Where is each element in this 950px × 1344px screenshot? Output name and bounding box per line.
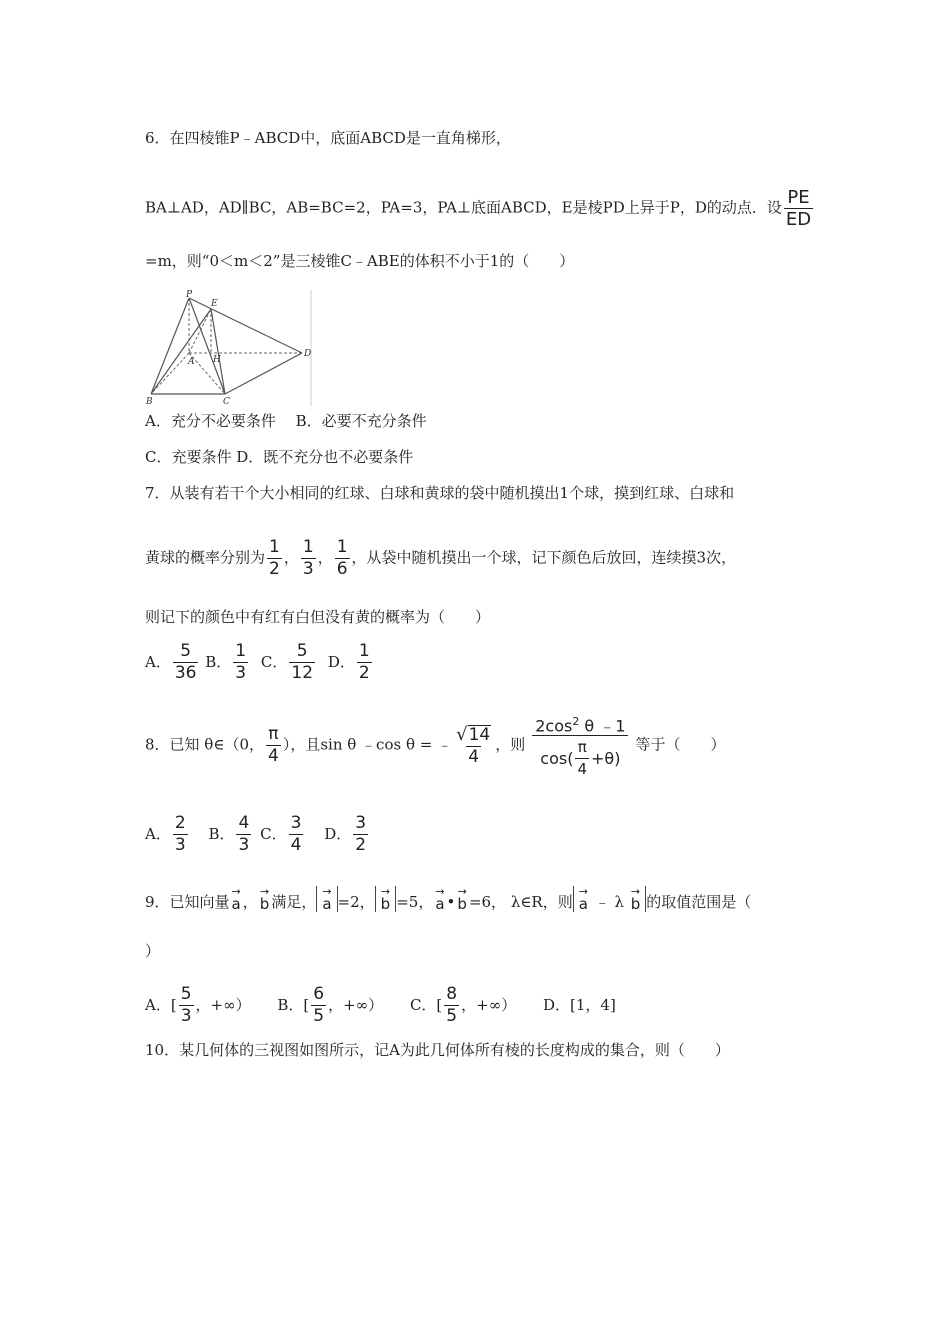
label-c: C	[223, 397, 230, 406]
q6-ratio-fraction	[784, 188, 813, 229]
q6-line2	[145, 188, 815, 229]
abs-a: → a	[316, 886, 337, 912]
dot-a: → a	[435, 885, 445, 913]
label-d: D	[304, 349, 312, 359]
q7-line2: 黄球的概率分别为 $\frac{1}{2}$ ， $\frac{1}{3}$ ， $\frac{1}{6}$ ，从袋中随机摸出一个球，记下颜色后放回，连续摸3次，	[145, 537, 737, 579]
q8-option-a: A． $\frac{2}{3}$	[145, 813, 186, 855]
q7-line1: 7．从装有若干个大小相同的红球、白球和黄球的袋中随机摸出1个球，摸到红球、白球和	[145, 484, 735, 502]
q9-option-a: A．[ $\frac{5}{3}$ ，+∞）	[145, 984, 251, 1026]
abs-a-minus-lambda-b: → a ﹣ λ → b	[573, 886, 647, 912]
label-b: B	[146, 397, 153, 406]
q9-line1: 9．已知向量 → a ， → b 满足， → a =2， → b =5， → a • → b =6， λ∈R，则 → a ﹣ λ → b 的取值范围是（	[145, 885, 752, 913]
prob-red: $\frac{1}{2}$	[269, 537, 280, 579]
q9-line2: ）	[145, 942, 161, 960]
vector-b: → b	[259, 885, 270, 913]
q6-line1: 6．在四棱锥P﹣ABCD中，底面ABCD是一直角梯形，	[145, 129, 511, 147]
label-e: E	[211, 299, 218, 309]
abs-b: → b	[375, 886, 397, 912]
prob-yellow: $\frac{1}{6}$	[336, 537, 348, 579]
trig-expression: $2\cos^2$ θ ﹣1 cos( $\frac{\pi}{4}$ +θ)	[527, 712, 633, 779]
q8-option-c: C． $\frac{3}{4}$	[260, 813, 302, 855]
q8-option-b: B． $\frac{4}{3}$	[208, 813, 250, 855]
frac-num: PE	[787, 187, 810, 208]
label-h: H	[213, 355, 221, 365]
q7-option-d: D． $\frac{1}{2}$	[327, 641, 370, 683]
theta-range-fraction: $\frac{\pi}{4}$	[268, 724, 279, 767]
q7-line2-prefix: 黄球的概率分别为	[145, 548, 266, 567]
q8-line: 8．已知 θ∈（0， $\frac{\pi}{4}$ ），且sin θ ﹣cos θ = ﹣ $\frac{√14}{4}$ ，则 $2\cos^2$ θ ﹣1 cos( $\frac{\pi}{4}$ +θ) 等于（ ）	[145, 712, 726, 779]
q8-options	[145, 814, 370, 855]
q7-option-c: C． $\frac{5}{12}$	[260, 641, 314, 683]
dot-b: → b	[457, 885, 467, 913]
pyramid-figure	[145, 290, 313, 406]
q6-options-line2: C．充要条件 D．既不充分也不必要条件	[145, 448, 414, 466]
q9-option-d: D．[1，4]	[542, 995, 616, 1014]
sqrt-fraction: $\frac{√14}{4}$	[456, 723, 491, 767]
q9-option-c: C．[ $\frac{8}{5}$ ，+∞）	[409, 984, 517, 1026]
q7-options	[145, 642, 374, 683]
q10-line1: 10．某几何体的三视图如图所示，记A为此几何体所有棱的长度构成的集合，则（ ）	[145, 1041, 730, 1059]
q6-options-line1: A．充分不必要条件 B．必要不充分条件	[145, 412, 427, 430]
q7-line3: 则记下的颜色中有红有白但没有黄的概率为（ ）	[145, 608, 491, 626]
frac-den: ED	[785, 209, 812, 230]
q9-options	[145, 985, 616, 1026]
vector-a: → a	[231, 885, 241, 913]
q6-line2-text: BA⊥AD，AD∥BC，AB=BC=2，PA=3，PA⊥底面ABCD，E是棱PD上异于P，D的动点．设	[145, 198, 782, 217]
q6-line3: =m，则“0＜m＜2”是三棱锥C﹣ABE的体积不小于1的（ ）	[145, 252, 575, 270]
q8-option-d: D． $\frac{3}{2}$	[324, 813, 367, 855]
q7-option-a: A． $\frac{5}{36}$	[145, 641, 197, 683]
label-a: A	[188, 357, 195, 367]
prob-white: $\frac{1}{3}$	[302, 537, 314, 579]
label-p: P	[186, 290, 193, 300]
q7-line2-suffix: ，从袋中随机摸出一个球，记下颜色后放回，连续摸3次，	[351, 548, 737, 567]
q9-option-b: B．[ $\frac{6}{5}$ ，+∞）	[277, 984, 384, 1026]
q7-option-b: B． $\frac{1}{3}$	[205, 641, 247, 683]
